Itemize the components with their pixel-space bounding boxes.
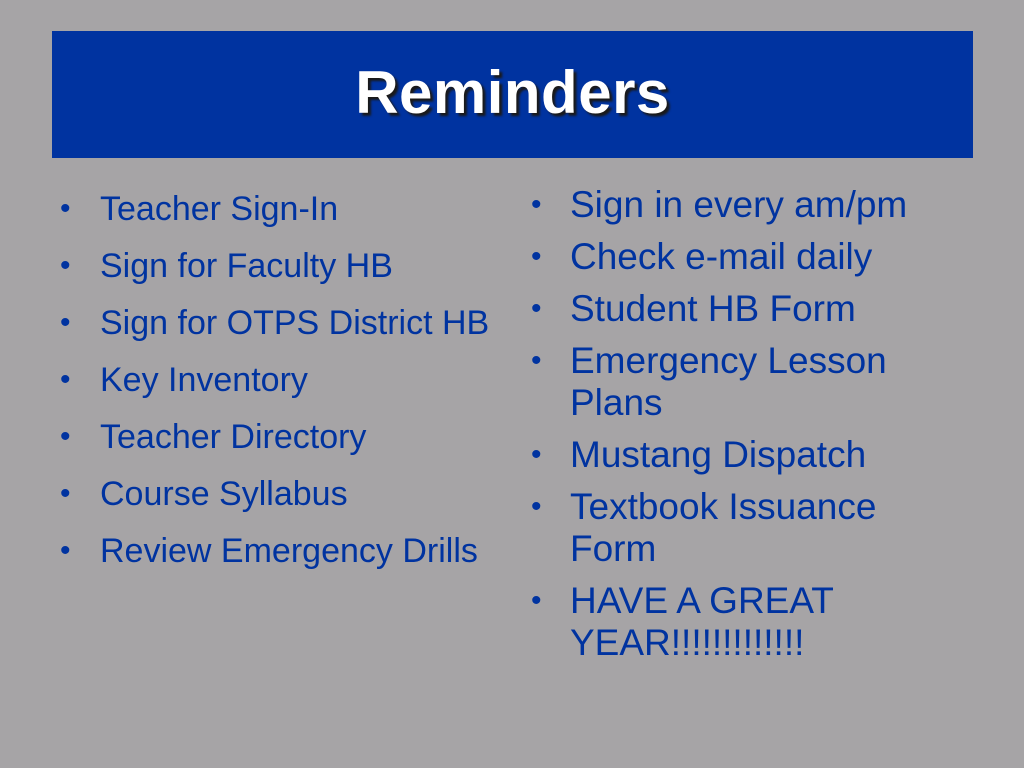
list-item	[531, 184, 971, 226]
bullet-icon: •	[60, 249, 71, 282]
title-banner	[52, 31, 973, 158]
bullet-icon: •	[531, 188, 542, 221]
list-item-label: Course Syllabus	[100, 475, 348, 513]
left-bullet-list	[60, 186, 500, 585]
bullet-icon: •	[60, 477, 71, 510]
list-item	[60, 528, 500, 574]
list-item-label: HAVE A GREAT YEAR!!!!!!!!!!!!!	[570, 580, 834, 663]
list-item-label: Sign for Faculty HB	[100, 247, 393, 285]
list-item	[531, 580, 971, 664]
bullet-icon: •	[531, 344, 542, 377]
bullet-icon: •	[531, 490, 542, 523]
bullet-icon: •	[60, 534, 71, 567]
list-item-label: Key Inventory	[100, 361, 308, 399]
list-item-label: Sign in every am/pm	[570, 184, 908, 225]
list-item-label: Teacher Sign-In	[100, 190, 339, 228]
bullet-icon: •	[60, 306, 71, 339]
list-item	[60, 300, 500, 346]
right-bullet-list	[531, 184, 971, 674]
bullet-icon: •	[60, 192, 71, 225]
list-item-label: Sign for OTPS District HB	[100, 304, 490, 342]
list-item-label: Student HB Form	[570, 288, 856, 329]
bullet-icon: •	[531, 292, 542, 325]
bullet-icon: •	[60, 420, 71, 453]
list-item	[60, 186, 500, 232]
list-item	[531, 340, 971, 424]
list-item	[531, 434, 971, 476]
bullet-icon: •	[531, 584, 542, 617]
bullet-icon: •	[60, 363, 71, 396]
bullet-icon: •	[531, 240, 542, 273]
list-item	[531, 486, 971, 570]
list-item-label: Review Emergency Drills	[100, 532, 478, 570]
list-item	[60, 471, 500, 517]
list-item	[60, 357, 500, 403]
list-item	[60, 243, 500, 289]
list-item	[531, 288, 971, 330]
list-item-label: Textbook Issuance Form	[570, 486, 877, 569]
list-item	[60, 414, 500, 460]
list-item-label: Mustang Dispatch	[570, 434, 867, 475]
list-item-label: Check e-mail daily	[570, 236, 873, 277]
list-item	[531, 236, 971, 278]
list-item-label: Teacher Directory	[100, 418, 367, 456]
bullet-icon: •	[531, 438, 542, 471]
slide-title: Reminders	[355, 59, 670, 126]
list-item-label: Emergency Lesson Plans	[570, 340, 887, 423]
